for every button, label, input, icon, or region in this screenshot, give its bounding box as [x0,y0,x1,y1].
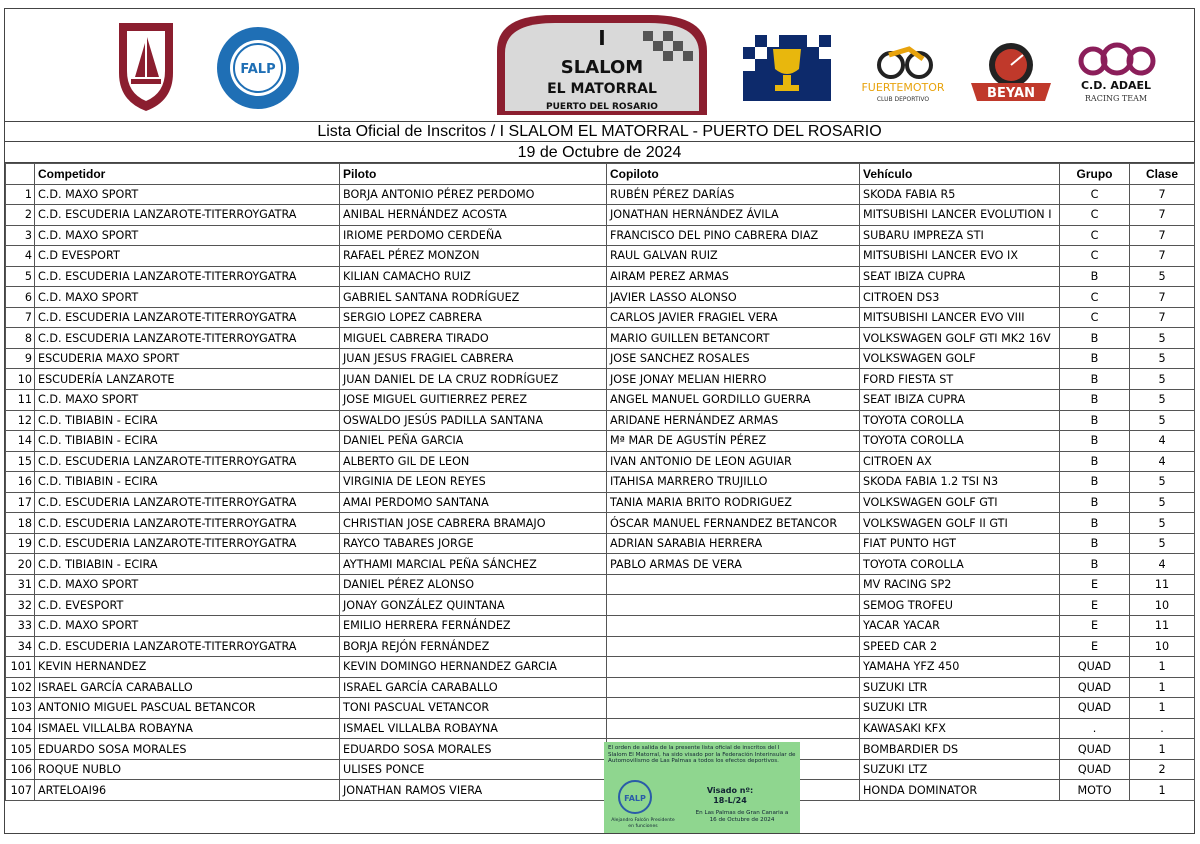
clase-cell: 1 [1130,657,1195,678]
clase-cell: 7 [1130,225,1195,246]
col-number [6,164,35,185]
entry-number: 2 [6,205,35,226]
copiloto-cell [607,574,860,595]
piloto-cell: ISMAEL VILLALBA ROBAYNA [340,718,607,739]
grupo-cell: B [1060,492,1130,513]
piloto-cell: EMILIO HERRERA FERNÁNDEZ [340,616,607,637]
table-row [6,698,1195,719]
entry-number: 15 [6,451,35,472]
copiloto-cell [607,718,860,739]
table-row [6,533,1195,554]
event-date: 19 de Octubre de 2024 [5,142,1194,163]
svg-text:FALP: FALP [624,794,646,803]
piloto-cell: KILIAN CAMACHO RUIZ [340,266,607,287]
grupo-cell: C [1060,184,1130,205]
svg-text:RACING TEAM: RACING TEAM [1084,94,1148,103]
entry-number: 3 [6,225,35,246]
competidor-cell: C.D. TIBIABIN - ECIRA [35,431,340,452]
table-row [6,554,1195,575]
entry-number: 10 [6,369,35,390]
entry-number: 105 [6,739,35,760]
grupo-cell: B [1060,451,1130,472]
grupo-cell: B [1060,533,1130,554]
piloto-cell: AMAI PERDOMO SANTANA [340,492,607,513]
col-competidor: Competidor [35,164,340,185]
grupo-cell: B [1060,390,1130,411]
piloto-cell: GABRIEL SANTANA RODRÍGUEZ [340,287,607,308]
grupo-cell: QUAD [1060,739,1130,760]
table-row [6,657,1195,678]
vehiculo-cell: TOYOTA COROLLA [860,554,1060,575]
competidor-cell: C.D. ESCUDERIA LANZAROTE-TITERROYGATRA [35,451,340,472]
piloto-cell: RAYCO TABARES JORGE [340,533,607,554]
competidor-cell: C.D. MAXO SPORT [35,287,340,308]
competidor-cell: ISMAEL VILLALBA ROBAYNA [35,718,340,739]
piloto-cell: AYTHAMI MARCIAL PEÑA SÁNCHEZ [340,554,607,575]
grupo-cell: B [1060,369,1130,390]
entry-number: 17 [6,492,35,513]
entry-number: 1 [6,184,35,205]
piloto-cell: KEVIN DOMINGO HERNANDEZ GARCIA [340,657,607,678]
table-row [6,636,1195,657]
entry-number: 5 [6,266,35,287]
grupo-cell: B [1060,513,1130,534]
competidor-cell: C.D. TIBIABIN - ECIRA [35,472,340,493]
vehiculo-cell: SUZUKI LTR [860,677,1060,698]
adael-logo [1071,41,1161,105]
clase-cell: 4 [1130,431,1195,452]
table-row [6,328,1195,349]
clase-cell: 5 [1130,513,1195,534]
piloto-cell: BORJA ANTONIO PÉREZ PERDOMO [340,184,607,205]
table-row [6,205,1195,226]
entry-number: 4 [6,246,35,267]
vehiculo-cell: VOLKSWAGEN GOLF GTI MK2 16V [860,328,1060,349]
piloto-cell: JUAN DANIEL DE LA CRUZ RODRÍGUEZ [340,369,607,390]
copiloto-cell: JOSE JONAY MELIAN HIERRO [607,369,860,390]
vehiculo-cell: SUBARU IMPREZA STI [860,225,1060,246]
copiloto-cell: ÓSCAR MANUEL FERNANDEZ BETANCOR [607,513,860,534]
vehiculo-cell: CITROEN AX [860,451,1060,472]
clase-cell: 5 [1130,533,1195,554]
copiloto-cell: ADRIAN SARABIA HERRERA [607,533,860,554]
competidor-cell: C.D. TIBIABIN - ECIRA [35,554,340,575]
table-row [6,184,1195,205]
piloto-cell: EDUARDO SOSA MORALES [340,739,607,760]
piloto-cell: TONI PASCUAL VETANCOR [340,698,607,719]
piloto-cell: JUAN JESUS FRAGIEL CABRERA [340,348,607,369]
vehiculo-cell: HONDA DOMINATOR [860,780,1060,801]
table-row [6,348,1195,369]
table-row [6,513,1195,534]
vehiculo-cell: MITSUBISHI LANCER EVOLUTION I [860,205,1060,226]
svg-text:PUERTO DEL ROSARIO: PUERTO DEL ROSARIO [546,102,658,112]
table-row [6,390,1195,411]
grupo-cell: E [1060,595,1130,616]
copiloto-cell: RAUL GALVAN RUIZ [607,246,860,267]
competidor-cell: C.D. MAXO SPORT [35,225,340,246]
competidor-cell: ANTONIO MIGUEL PASCUAL BETANCOR [35,698,340,719]
piloto-cell: ULISES PONCE [340,759,607,780]
entry-number: 14 [6,431,35,452]
visa-code: 18-L/24 [713,796,747,805]
svg-text:EL MATORRAL: EL MATORRAL [547,81,657,97]
piloto-cell: ALBERTO GIL DE LEON [340,451,607,472]
copiloto-cell [607,698,860,719]
table-row [6,410,1195,431]
vehiculo-cell: YACAR YACAR [860,616,1060,637]
piloto-cell: MIGUEL CABRERA TIRADO [340,328,607,349]
vehiculo-cell: CITROEN DS3 [860,287,1060,308]
entry-number: 33 [6,616,35,637]
entry-number: 20 [6,554,35,575]
competidor-cell: C.D. ESCUDERIA LANZAROTE-TITERROYGATRA [35,328,340,349]
competidor-cell: ROQUE NUBLO [35,759,340,780]
clase-cell: 7 [1130,205,1195,226]
grupo-cell: C [1060,225,1130,246]
col-copiloto: Copiloto [607,164,860,185]
vehiculo-cell: VOLKSWAGEN GOLF GTI [860,492,1060,513]
svg-text:SLALOM: SLALOM [560,57,644,78]
falp-logo-icon [215,25,301,111]
entry-number: 107 [6,780,35,801]
vehiculo-cell: SKODA FABIA 1.2 TSI N3 [860,472,1060,493]
grupo-cell: QUAD [1060,759,1130,780]
grupo-cell: E [1060,636,1130,657]
copiloto-cell: TANIA MARIA BRITO RODRIGUEZ [607,492,860,513]
grupo-cell: QUAD [1060,677,1130,698]
piloto-cell: ANIBAL HERNÁNDEZ ACOSTA [340,205,607,226]
table-row [6,472,1195,493]
copiloto-cell: Mª MAR DE AGUSTÍN PÉREZ [607,431,860,452]
table-row [6,287,1195,308]
grupo-cell: B [1060,410,1130,431]
clase-cell: 1 [1130,698,1195,719]
visa-stamp [604,742,800,833]
clase-cell: 7 [1130,184,1195,205]
competidor-cell: KEVIN HERNANDEZ [35,657,340,678]
grupo-cell: QUAD [1060,698,1130,719]
grupo-cell: E [1060,574,1130,595]
ayuntamiento-crest-icon [99,13,193,117]
grupo-cell: B [1060,348,1130,369]
grupo-cell: C [1060,307,1130,328]
competidor-cell: ARTELOAI96 [35,780,340,801]
entry-list-sheet [4,8,1195,834]
competidor-cell: C.D. EVESPORT [35,595,340,616]
table-row [6,451,1195,472]
piloto-cell: ISRAEL GARCÍA CARABALLO [340,677,607,698]
competidor-cell: C.D. MAXO SPORT [35,184,340,205]
competidor-cell: EDUARDO SOSA MORALES [35,739,340,760]
table-row [6,369,1195,390]
vehiculo-cell: FIAT PUNTO HGT [860,533,1060,554]
copiloto-cell [607,657,860,678]
competidor-cell: C.D. ESCUDERIA LANZAROTE-TITERROYGATRA [35,492,340,513]
entry-number: 18 [6,513,35,534]
clase-cell: 4 [1130,554,1195,575]
grupo-cell: B [1060,431,1130,452]
vehiculo-cell: FORD FIESTA ST [860,369,1060,390]
table-row [6,431,1195,452]
clase-cell: . [1130,718,1195,739]
copiloto-cell: RUBÉN PÉREZ DARÍAS [607,184,860,205]
vehiculo-cell: VOLKSWAGEN GOLF II GTI [860,513,1060,534]
grupo-cell: B [1060,266,1130,287]
competidor-cell: C.D. MAXO SPORT [35,616,340,637]
entry-number: 32 [6,595,35,616]
grupo-cell: E [1060,616,1130,637]
vehiculo-cell: MV RACING SP2 [860,574,1060,595]
grupo-cell: C [1060,246,1130,267]
vehiculo-cell: SEAT IBIZA CUPRA [860,390,1060,411]
copiloto-cell [607,595,860,616]
visa-number [700,786,760,806]
copiloto-cell: ITAHISA MARRERO TRUJILLO [607,472,860,493]
grupo-cell: B [1060,328,1130,349]
competidor-cell: C.D. ESCUDERIA LANZAROTE-TITERROYGATRA [35,513,340,534]
vehiculo-cell: SUZUKI LTZ [860,759,1060,780]
visa-signer: Alejandro Falcón Presidente en funciones [611,818,675,829]
vehiculo-cell: SEAT IBIZA CUPRA [860,266,1060,287]
entry-number: 9 [6,348,35,369]
entry-number: 8 [6,328,35,349]
vehiculo-cell: SKODA FABIA R5 [860,184,1060,205]
copiloto-cell [607,677,860,698]
clase-cell: 1 [1130,780,1195,801]
entry-number: 7 [6,307,35,328]
table-row [6,595,1195,616]
clase-cell: 7 [1130,246,1195,267]
grupo-cell: B [1060,472,1130,493]
clase-cell: 5 [1130,369,1195,390]
fuertemotor-logo [851,39,955,103]
grupo-cell: C [1060,205,1130,226]
copiloto-cell: JAVIER LASSO ALONSO [607,287,860,308]
copiloto-cell: ARIDANE HERNÁNDEZ ARMAS [607,410,860,431]
table-header-row [6,164,1195,185]
clase-cell: 10 [1130,636,1195,657]
clase-cell: 4 [1130,451,1195,472]
clase-cell: 2 [1130,759,1195,780]
grupo-cell: C [1060,287,1130,308]
svg-text:I: I [598,26,606,50]
vehiculo-cell: BOMBARDIER DS [860,739,1060,760]
table-row [6,616,1195,637]
vehiculo-cell: TOYOTA COROLLA [860,431,1060,452]
clase-cell: 5 [1130,410,1195,431]
grupo-cell: QUAD [1060,657,1130,678]
vehiculo-cell: SEMOG TROFEU [860,595,1060,616]
table-row [6,225,1195,246]
grupo-cell: B [1060,554,1130,575]
entry-list-table [5,163,1195,801]
piloto-cell: JONAY GONZÁLEZ QUINTANA [340,595,607,616]
copiloto-cell: ANGEL MANUEL GORDILLO GUERRA [607,390,860,411]
vehiculo-cell: TOYOTA COROLLA [860,410,1060,431]
clase-cell: 10 [1130,595,1195,616]
entry-number: 16 [6,472,35,493]
falp-seal-icon [618,780,652,814]
competidor-cell: C.D. ESCUDERIA LANZAROTE-TITERROYGATRA [35,266,340,287]
entry-number: 19 [6,533,35,554]
vehiculo-cell: SUZUKI LTR [860,698,1060,719]
copiloto-cell: MARIO GUILLEN BETANCORT [607,328,860,349]
vehiculo-cell: SPEED CAR 2 [860,636,1060,657]
vehiculo-cell: MITSUBISHI LANCER EVO VIII [860,307,1060,328]
table-row [6,246,1195,267]
grupo-cell: . [1060,718,1130,739]
piloto-cell: JONATHAN RAMOS VIERA [340,780,607,801]
entry-number: 31 [6,574,35,595]
svg-text:FALP: FALP [240,62,276,77]
table-row [6,718,1195,739]
clase-cell: 1 [1130,739,1195,760]
competidor-cell: C.D. MAXO SPORT [35,574,340,595]
svg-text:CLUB DEPORTIVO: CLUB DEPORTIVO [876,96,930,103]
svg-text:FUERTEMOTOR: FUERTEMOTOR [861,81,945,94]
competidor-cell: C.D. ESCUDERIA LANZAROTE-TITERROYGATRA [35,533,340,554]
page-title: Lista Oficial de Inscritos / I SLALOM EL MATORRAL - PUERTO DEL ROSARIO [5,122,1194,142]
clase-cell: 5 [1130,492,1195,513]
copiloto-cell: AIRAM PEREZ ARMAS [607,266,860,287]
logo-banner [5,9,1194,122]
svg-text:BEYAN: BEYAN [987,86,1035,101]
table-row [6,266,1195,287]
piloto-cell: JOSE MIGUEL GUITIERREZ PEREZ [340,390,607,411]
competidor-cell: C.D. MAXO SPORT [35,390,340,411]
col-piloto: Piloto [340,164,607,185]
piloto-cell: BORJA REJÓN FERNÁNDEZ [340,636,607,657]
entry-number: 6 [6,287,35,308]
copiloto-cell: FRANCISCO DEL PINO CABRERA DIAZ [607,225,860,246]
piloto-cell: CHRISTIAN JOSE CABRERA BRAMAJO [340,513,607,534]
piloto-cell: SERGIO LOPEZ CABRERA [340,307,607,328]
competidor-cell: C.D EVESPORT [35,246,340,267]
copiloto-cell: CARLOS JAVIER FRAGIEL VERA [607,307,860,328]
col-grupo: Grupo [1060,164,1130,185]
vehiculo-cell: MITSUBISHI LANCER EVO IX [860,246,1060,267]
col-clase: Clase [1130,164,1195,185]
clase-cell: 5 [1130,472,1195,493]
clase-cell: 11 [1130,616,1195,637]
table-row [6,759,1195,780]
svg-text:C.D. ADAEL: C.D. ADAEL [1080,79,1152,92]
piloto-cell: DANIEL PÉREZ ALONSO [340,574,607,595]
competidor-cell: C.D. ESCUDERIA LANZAROTE-TITERROYGATRA [35,636,340,657]
entry-number: 104 [6,718,35,739]
col-vehiculo: Vehículo [860,164,1060,185]
piloto-cell: VIRGINIA DE LEON REYES [340,472,607,493]
copiloto-cell: JOSE SANCHEZ ROSALES [607,348,860,369]
competidor-cell: ESCUDERÍA LANZAROTE [35,369,340,390]
entry-number: 102 [6,677,35,698]
entry-number: 11 [6,390,35,411]
competidor-cell: ISRAEL GARCÍA CARABALLO [35,677,340,698]
piloto-cell: RAFAEL PÉREZ MONZON [340,246,607,267]
visa-place-date: En Las Palmas de Gran Canaria a 16 de Octubre de 2024 [695,810,789,823]
vehiculo-cell: KAWASAKI KFX [860,718,1060,739]
piloto-cell: IRIOME PERDOMO CERDEÑA [340,225,607,246]
copiloto-cell: IVAN ANTONIO DE LEON AGUIAR [607,451,860,472]
competidor-cell: C.D. TIBIABIN - ECIRA [35,410,340,431]
clase-cell: 5 [1130,390,1195,411]
entry-number: 103 [6,698,35,719]
table-row [6,574,1195,595]
table-row [6,739,1195,760]
copiloto-cell: JONATHAN HERNÁNDEZ ÁVILA [607,205,860,226]
clase-cell: 7 [1130,307,1195,328]
trophy-flag-icon [743,35,831,101]
clase-cell: 5 [1130,266,1195,287]
competidor-cell: C.D. ESCUDERIA LANZAROTE-TITERROYGATRA [35,205,340,226]
copiloto-cell: PABLO ARMAS DE VERA [607,554,860,575]
visa-text: El orden de salida de la presente lista oficial de inscritos del I Slalom El Matorral, ha sido visado por la Federación Interinsular de Automovilismo de Las Palmas a todos los efectos deportivos. [608,745,796,765]
table-row [6,307,1195,328]
clase-cell: 11 [1130,574,1195,595]
copiloto-cell [607,636,860,657]
table-row [6,677,1195,698]
clase-cell: 1 [1130,677,1195,698]
piloto-cell: DANIEL PEÑA GARCIA [340,431,607,452]
grupo-cell: MOTO [1060,780,1130,801]
clase-cell: 7 [1130,287,1195,308]
entry-number: 34 [6,636,35,657]
table-row [6,492,1195,513]
slalom-plate-logo [493,11,711,119]
entry-number: 106 [6,759,35,780]
piloto-cell: OSWALDO JESÚS PADILLA SANTANA [340,410,607,431]
clase-cell: 5 [1130,348,1195,369]
table-row [6,780,1195,801]
entry-number: 101 [6,657,35,678]
copiloto-cell [607,616,860,637]
competidor-cell: C.D. ESCUDERIA LANZAROTE-TITERROYGATRA [35,307,340,328]
competidor-cell: ESCUDERIA MAXO SPORT [35,348,340,369]
entry-number: 12 [6,410,35,431]
vehiculo-cell: YAMAHA YFZ 450 [860,657,1060,678]
beyan-logo [965,39,1057,103]
clase-cell: 5 [1130,328,1195,349]
vehiculo-cell: VOLKSWAGEN GOLF [860,348,1060,369]
visa-label: Visado nº: [706,786,754,795]
